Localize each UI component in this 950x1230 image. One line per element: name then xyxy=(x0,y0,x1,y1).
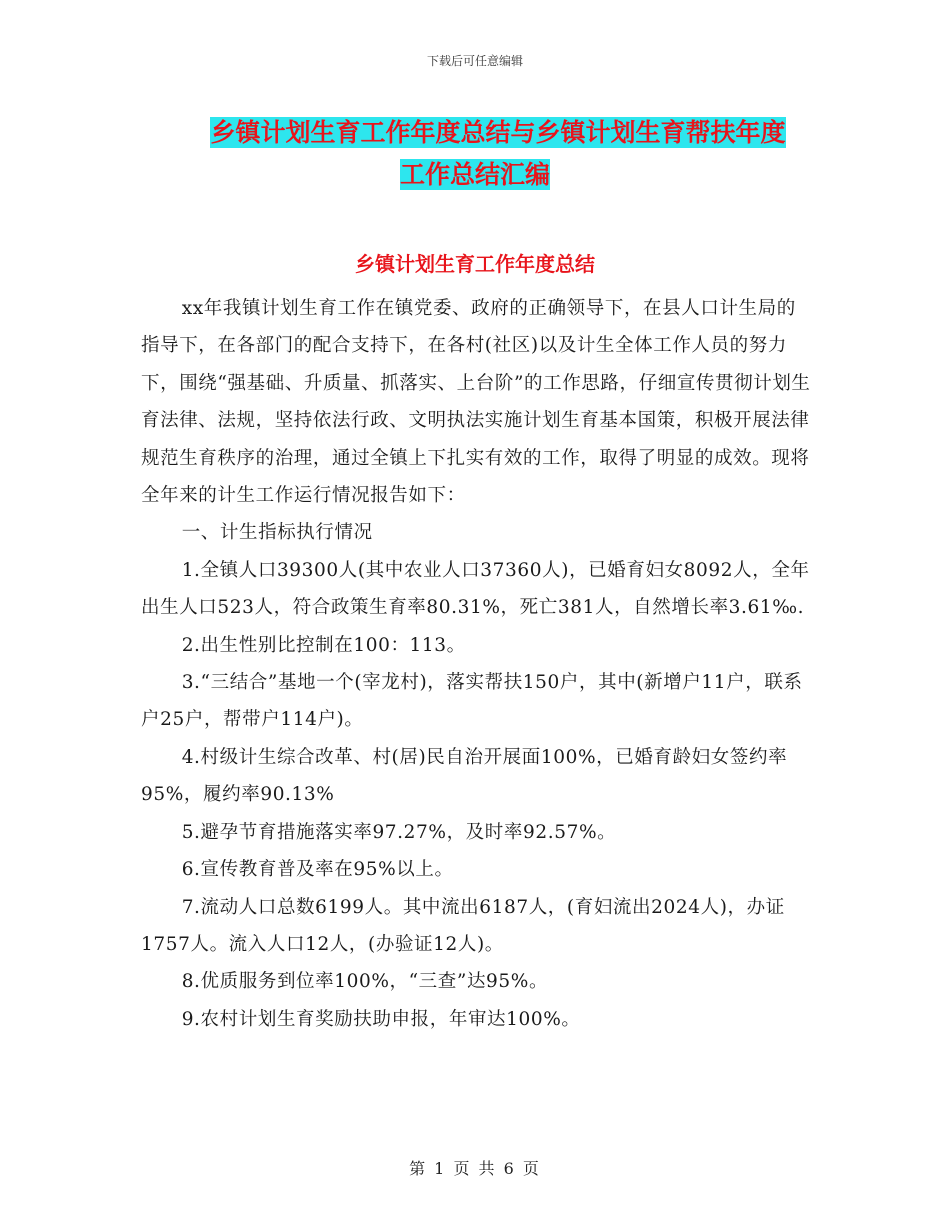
list-item: 4.村级计生综合改革、村(居)民自治开展面100%，已婚育龄妇女签约率95%，履约率90.13% xyxy=(141,746,788,806)
list-item: 6.宣传教育普及率在95%以上。 xyxy=(181,859,454,881)
header-note: 下载后可任意编辑 xyxy=(426,54,523,68)
list-item: 2.出生性别比控制在100：113。 xyxy=(181,634,466,656)
list-item: 1.全镇人口39300人(其中农业人口37360人)，已婚育妇女8092人，全年出生人口523人，符合政策生育率80.31%，死亡381人，自然增长率3.61‰. xyxy=(141,559,810,619)
list-item: 9.农村计划生育奖励扶助申报，年审达100%。 xyxy=(181,1008,581,1030)
title-line-1: 乡镇计划生育工作年度总结与乡镇计划生育帮扶年度 xyxy=(210,118,786,147)
list-item: 3.“三结合”基地一个(宰龙村)，落实帮扶150户，其中(新增户11户，联系户25户，帮带户114户)。 xyxy=(141,672,803,731)
list-item: 8.优质服务到位率100%，“三查”达95%。 xyxy=(181,971,549,993)
document-body xyxy=(141,290,813,1038)
list-item: 5.避孕节育措施落实率97.27%，及时率92.57%。 xyxy=(181,821,617,843)
section-title: 乡镇计划生育工作年度总结 xyxy=(355,252,595,276)
title-line-2: 工作总结汇编 xyxy=(399,160,550,189)
intro-paragraph: xx年我镇计划生育工作在镇党委、政府的正确领导下，在县人口计生局的指导下，在各部门的配合支持下，在各村(社区)以及计生全体工作人员的努力下，围绕“强基础、升质量、抓落实、上台阶”的工作思路，仔细宣传贯彻计划生育法律、法规，坚持依法行政、文明执法实施计划生育基本国策，积极开展法律规范生育秩序的治理，通过全镇上下扎实有效的工作，取得了明显的成效。现将全年来的计生工作运行情况报告如下： xyxy=(141,298,811,507)
page-number: 第 1 页 共 6 页 xyxy=(409,1159,541,1178)
section-heading-1: 一、计生指标执行情况 xyxy=(181,522,373,544)
list-item: 7.流动人口总数6199人。其中流出6187人，(育妇流出2024人)，办证1757人。流入人口12人，(办验证12人)。 xyxy=(141,896,785,955)
document-title xyxy=(0,112,950,196)
